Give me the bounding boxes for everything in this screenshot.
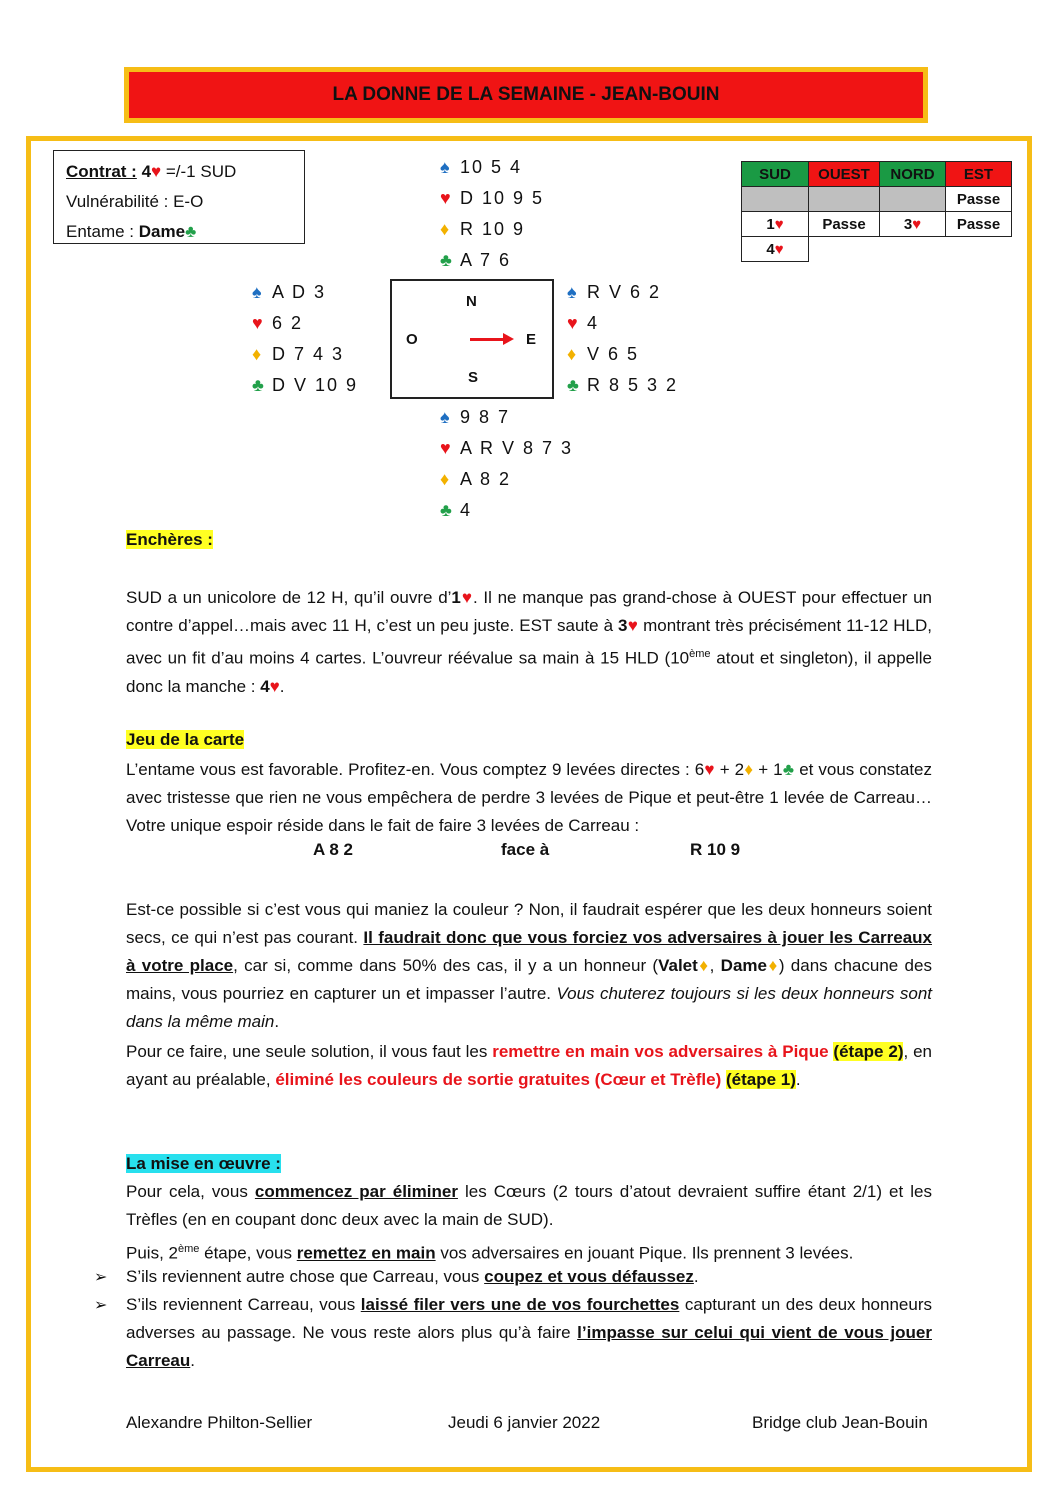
lead-line: [66, 217, 304, 247]
diamond-icon: ♦: [766, 956, 779, 975]
hand-east: [567, 277, 678, 401]
footer-club: Bridge club Jean-Bouin: [752, 1413, 928, 1432]
lead-value: Dame: [138, 222, 186, 241]
diamond-icon: ♦: [252, 344, 262, 364]
heart-icon: ♥: [151, 162, 162, 181]
heart-icon: ♥: [627, 616, 639, 635]
compass-south: S: [468, 369, 479, 386]
spade-icon: ♠: [440, 157, 450, 177]
arrow-bullet-icon: ➢: [94, 1297, 108, 1314]
diamond-icon: ♦: [567, 344, 577, 364]
bid-cell: [742, 237, 809, 262]
section-heading-jeu: [126, 726, 932, 754]
north-spades: 10 5 4: [460, 157, 523, 177]
bid-header-nord: NORD: [880, 162, 946, 187]
bid-cell: Passe: [946, 212, 1012, 237]
east-clubs: R 8 5 3 2: [587, 375, 679, 395]
hand-west: [252, 277, 358, 401]
section-heading-mise: [126, 1150, 932, 1178]
paragraph-jeu-1: L’entame vous est favorable. Profitez-en. Vous comptez 9 levées directes : 6♥ + 2♦ + 1♣ et vous constatez avec tristesse que rien ne vous empêchera de perdre 3 levées de Pique et peut-être 1 levée de Carreau… Votre unique espoir réside dans le fait de faire 3 levées de Carreau :: [126, 760, 933, 835]
bid-cell: [880, 187, 946, 212]
bid-cell: Passe: [946, 187, 1012, 212]
heading-text: Jeu de la carte: [126, 730, 245, 749]
bid-level: 3: [903, 215, 913, 233]
east-hearts: 4: [587, 313, 600, 333]
club-icon: ♣: [252, 375, 264, 395]
paragraph-encheres: SUD a un unicolore de 12 H, qu’il ouvre d’1♥. Il ne manque pas grand-chose à OUEST pour effectuer un contre d’appel…mais avec 11 H, c’est un peu juste. EST saute à 3♥ montrant très précisément 11-12 HLD, avec un fit d’au moins 4 cartes. L’ouvreur réévalue sa main à 15 HLD (10ème atout et singleton), il appelle donc la manche : 4♥.: [126, 588, 933, 696]
club-icon: ♣: [567, 375, 579, 395]
club-icon: ♣: [440, 500, 452, 520]
bid-cell: [742, 212, 809, 237]
west-diamonds: D 7 4 3: [272, 344, 345, 364]
heart-icon: ♥: [440, 188, 451, 208]
club-icon: ♣: [440, 250, 452, 270]
compass-east: E: [526, 331, 537, 348]
contract-result: =/-1 SUD: [165, 162, 237, 181]
bid-header-ouest: OUEST: [809, 162, 880, 187]
compass-north: N: [466, 293, 477, 310]
club-icon: ♣: [782, 760, 795, 779]
heart-icon: ♥: [252, 313, 263, 333]
hand-north: [440, 152, 544, 276]
bid-header-sud: SUD: [742, 162, 809, 187]
heart-icon: ♥: [912, 215, 922, 233]
heart-icon: ♥: [567, 313, 578, 333]
contract-box: [53, 150, 305, 244]
lead-label: Entame :: [66, 222, 135, 241]
compass-box: [390, 279, 554, 399]
combo-right: R 10 9: [690, 840, 741, 859]
section-heading-encheres: [126, 526, 932, 554]
spade-icon: ♠: [440, 407, 450, 427]
heart-icon: ♥: [774, 240, 784, 258]
heart-icon: ♥: [269, 676, 280, 696]
bid-cell: [742, 187, 809, 212]
diamond-icon: ♦: [697, 956, 710, 975]
bid-header-est: EST: [946, 162, 1012, 187]
arrow-right-icon: [470, 338, 504, 341]
hand-south: [440, 402, 573, 526]
page-title-text: LA DONNE DE LA SEMAINE - JEAN-BOUIN: [332, 84, 720, 105]
east-diamonds: V 6 5: [587, 344, 640, 364]
contract-value: 4: [141, 162, 152, 181]
arrow-bullet-icon: ➢: [94, 1269, 108, 1286]
heart-icon: ♥: [774, 215, 784, 233]
south-spades: 9 8 7: [460, 407, 511, 427]
spade-icon: ♠: [567, 282, 577, 302]
south-hearts: A R V 8 7 3: [460, 438, 574, 458]
south-clubs: 4: [460, 500, 473, 520]
west-hearts: 6 2: [272, 313, 304, 333]
bid-level: 1: [766, 215, 775, 233]
paragraph-mise-1: Pour cela, vous commencez par éliminer les Cœurs (2 tours d’atout devraient suffire étant 2/1) et les Trèfles (en en coupant donc deux avec la main de SUD).: [126, 1182, 932, 1229]
west-spades: A D 3: [272, 282, 327, 302]
bullet-item-2: S’ils reviennent Carreau, vous laissé filer vers une de vos fourchettes capturant un des deux honneurs adverses au passage. Ne vous reste alors plus qu’à faire l’impasse sur celui qui vient de vous jouer Carreau.: [126, 1295, 932, 1370]
paragraph-jeu-2: Est-ce possible si c’est vous qui maniez la couleur ? Non, il faudrait espérer que les deux honneurs soient secs, ce qui n’est pas courant. Il faudrait donc que vous forciez vos adversaires à jouer les Carreaux à votre place, car si, comme dans 50% des cas, il y a un honneur (Valet♦, Dame♦) dans chacune des mains, vous pourriez en capturer un et impasser l’autre. Vous chuterez toujours si les deux honneurs sont dans la même main.: [126, 900, 932, 1031]
north-clubs: A 7 6: [460, 250, 512, 270]
heading-text: Enchères :: [126, 530, 213, 549]
combo-left: A 8 2: [313, 840, 354, 859]
bid-cell: Passe: [809, 212, 880, 237]
diamond-icon: ♦: [744, 760, 754, 779]
diamond-icon: ♦: [440, 469, 450, 489]
bullet-item-1: S’ils reviennent autre chose que Carreau, vous coupez et vous défaussez.: [126, 1267, 699, 1286]
combo-middle: face à: [501, 840, 550, 859]
footer-date: Jeudi 6 janvier 2022: [448, 1413, 601, 1432]
north-diamonds: R 10 9: [460, 219, 526, 239]
contract-label: Contrat :: [66, 162, 137, 181]
bid-cell: [809, 187, 880, 212]
bid-cell: [880, 212, 946, 237]
heart-icon: ♥: [460, 588, 473, 607]
page-title: [124, 67, 928, 123]
east-spades: R V 6 2: [587, 282, 662, 302]
paragraph-jeu-3: Pour ce faire, une seule solution, il vous faut les remettre en main vos adversaires à Pique (étape 2), en ayant au préalable, éliminé les couleurs de sortie gratuites (Cœur et Trèfle) (étape 1).: [126, 1042, 932, 1089]
north-hearts: D 10 9 5: [460, 188, 545, 208]
bid-cell-empty: [946, 237, 1012, 262]
heading-text: La mise en œuvre :: [126, 1154, 281, 1173]
compass-west: O: [406, 331, 418, 348]
paragraph-mise-2: Puis, 2ème étape, vous remettez en main vos adversaires en jouant Pique. Ils prennent 3 levées.: [126, 1243, 854, 1263]
bid-cell-empty: [809, 237, 880, 262]
bid-level: 4: [766, 240, 775, 258]
footer-author: Alexandre Philton-Sellier: [126, 1413, 313, 1432]
south-diamonds: A 8 2: [460, 469, 512, 489]
vulnerability: Vulnérabilité : E-O: [66, 192, 204, 211]
spade-icon: ♠: [252, 282, 262, 302]
club-icon: ♣: [185, 222, 197, 241]
bid-cell-empty: [880, 237, 946, 262]
west-clubs: D V 10 9: [272, 375, 359, 395]
heart-icon: ♥: [440, 438, 451, 458]
bidding-table: [741, 161, 1012, 262]
contract-line: [66, 157, 304, 187]
diamond-icon: ♦: [440, 219, 450, 239]
heart-icon: ♥: [704, 760, 715, 779]
